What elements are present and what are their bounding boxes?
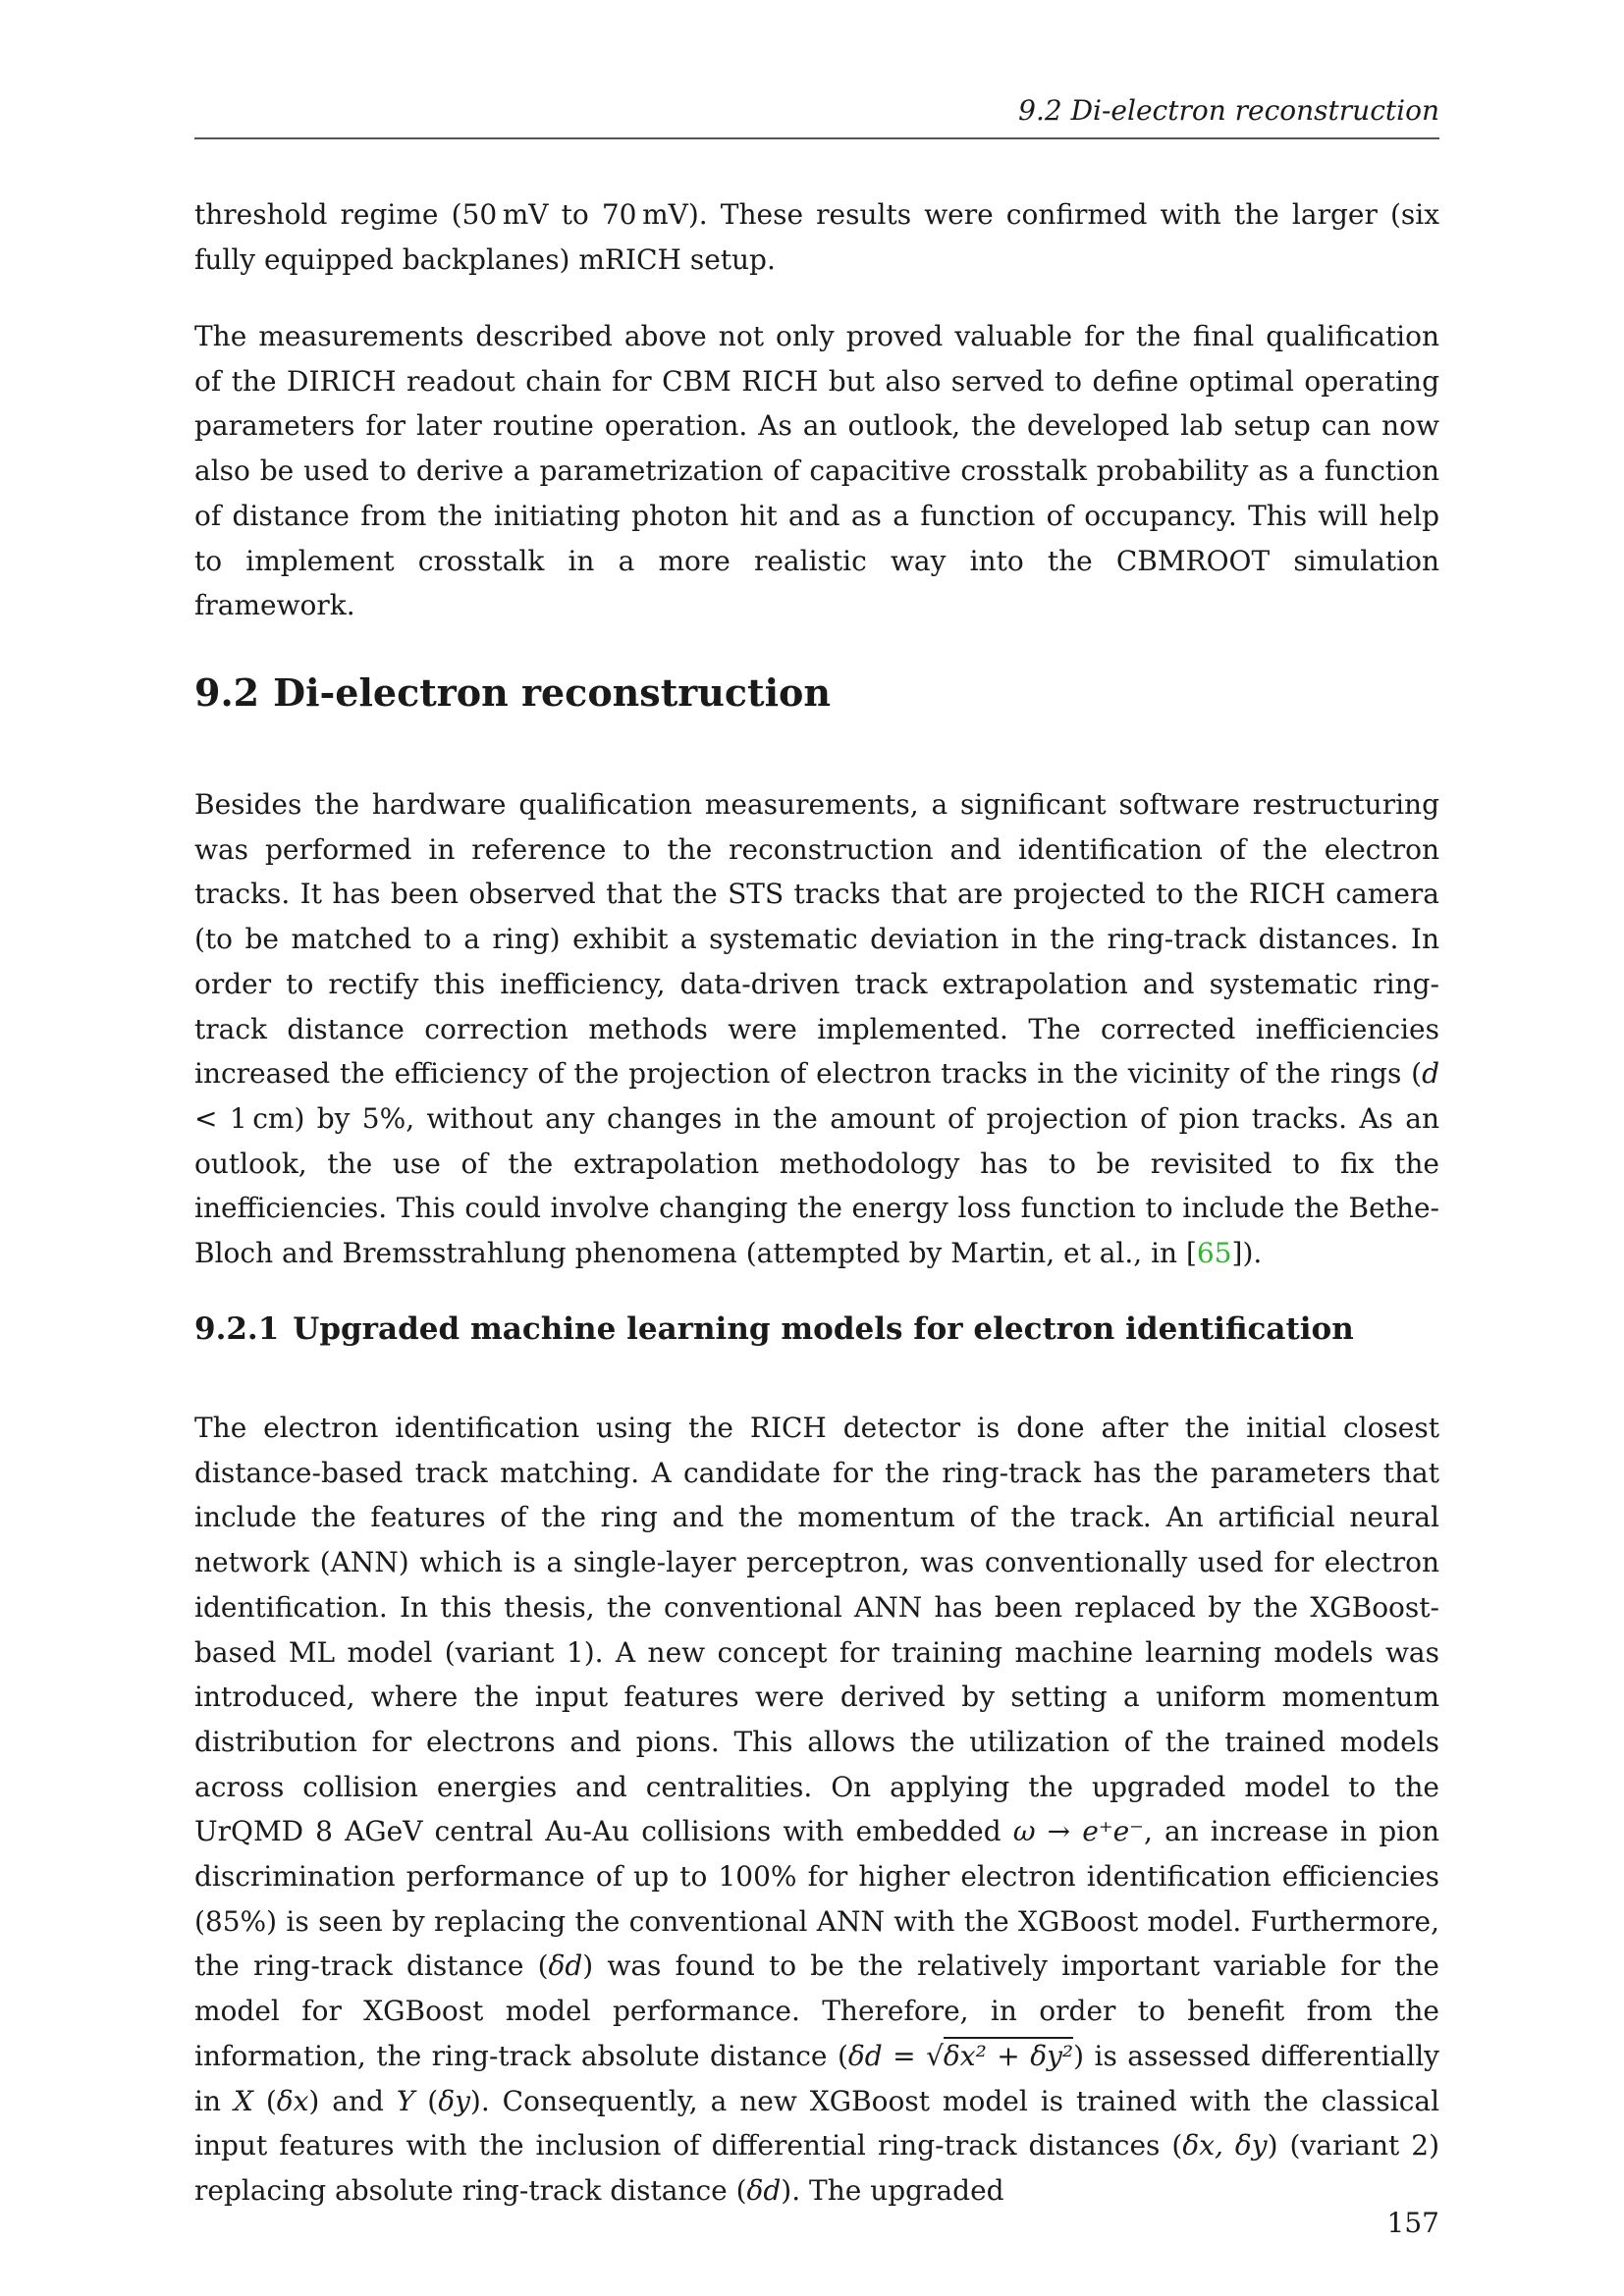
section-title-text: Di-electron reconstruction [273,670,831,715]
math-inline: Y [396,2084,415,2117]
para-text: ). Consequently, a new XGBoost model is trained with the classical input features with the inclusion of differential ring-track distances ( [194,2084,1440,2163]
math-inline: δx, δy [1182,2129,1268,2163]
math-inline: δd [746,2173,782,2207]
para-text: ). The upgraded [781,2173,1004,2207]
para-text: ( [252,2084,277,2117]
section-title [194,670,831,715]
page-number: 157 [1386,2207,1439,2239]
para-text: ) (variant 2) replacing absolute ring-track distance ( [194,2129,1440,2207]
subsection-title [194,1311,1354,1347]
subsection-number: 9.2.1 [194,1311,280,1347]
math-sqrt-sign: = √ [882,2039,944,2072]
math-sqrt-content: δx² + δy² [944,2037,1073,2072]
citation-link[interactable]: 65 [1196,1237,1232,1270]
running-header: 9.2 Di-electron reconstruction [1018,94,1439,127]
math-inline: ω → e⁺e⁻ [1012,1815,1144,1848]
math-inline: X [233,2084,253,2117]
paragraph-measurements: The measurements described above not only proved valuable for the final qualification of the DIRICH readout chain for CBM RICH but also served to define optimal operating parameters for later routine operation. As an outlook, the developed lab setup can now also be used to derive a parametrization of capacitive crosstalk probability as a function of distance from the initiating photon hit and as a function of occupancy. This will help to implement crosstalk in a more realistic way into the CBMROOT simulation framework. [194,320,1439,622]
para-text: ]). [1231,1237,1263,1270]
section-number: 9.2 [194,670,260,715]
para-text: Besides the hardware qualification measurements, a significant software restructuring was performed in reference to the reconstruction and identification of the electron tracks. It has been observed that the STS tracks that are projected to the RICH camera (to be matched to a ring) exhibit a systematic deviation in the ring-track distances. In order to rectify this inefficiency, data-driven track extrapolation and systematic ring-track distance correction methods were implemented. The corrected inefficiencies increased the efficiency of the projection of electron tracks in the vicinity of the rings ( [194,788,1439,1091]
math-inline: δd [548,1949,583,1983]
math-inline: δy [438,2084,470,2117]
para-text: ) and [308,2084,397,2117]
para-text: 1 cm) by 5%, without any changes in the amount of projection of pion tracks. As an outlook, the use of the extrapolation methodology has to be revisited to fix the inefficiencies. This could involve changing the energy loss function to include the Bethe-Bloch and Bremsstrahlung phenomena (attempted by Martin, et al., in [ [194,1101,1439,1270]
paragraph-reconstruction [194,782,1439,1276]
subsection-title-text: Upgraded machine learning models for electron identification [293,1311,1354,1347]
para-text: ) is assessed differentially in [194,2039,1439,2117]
math-inline: δx [276,2084,309,2117]
para-text: ( [414,2084,439,2117]
math-inline: δd [847,2039,883,2072]
para-text: ) was found to be the relatively important variable for the model for XGBoost model performance. Therefore, in order to benefit from the information, the ring-track absolute distance ( [194,1949,1439,2072]
para-text: , an increase in pion discrimination performance of up to 100% for higher electron identification efficiencies (85%) is seen by replacing the conventional ANN with the XGBoost model. Furthermore, the ring-track distance ( [194,1815,1439,1983]
paragraph-electron-identification [194,1406,1439,2214]
paragraph-threshold: threshold regime (50 mV to 70 mV). These results were confirmed with the larger (six fully equipped backplanes) mRICH setup. [194,198,1439,276]
para-text: The electron identification using the RICH detector is done after the initial closest distance-based track matching. A candidate for the ring-track has the parameters that include the features of the ring and the momentum of the track. An artificial neural network (ANN) which is a single-layer perceptron, was conventionally used for electron identification. In this thesis, the conventional ANN has been replaced by the XGBoost-based ML model (variant 1). A new concept for training machine learning models was introduced, where the input features were derived by setting a uniform momentum distribution for electrons and pions. This allows the utilization of the trained models across collision energies and centralities. On applying the upgraded model to the UrQMD 8 AGeV central Au-Au collisions with embedded [194,1412,1439,1848]
header-rule [194,137,1439,139]
math-inline: d < [194,1057,1439,1135]
